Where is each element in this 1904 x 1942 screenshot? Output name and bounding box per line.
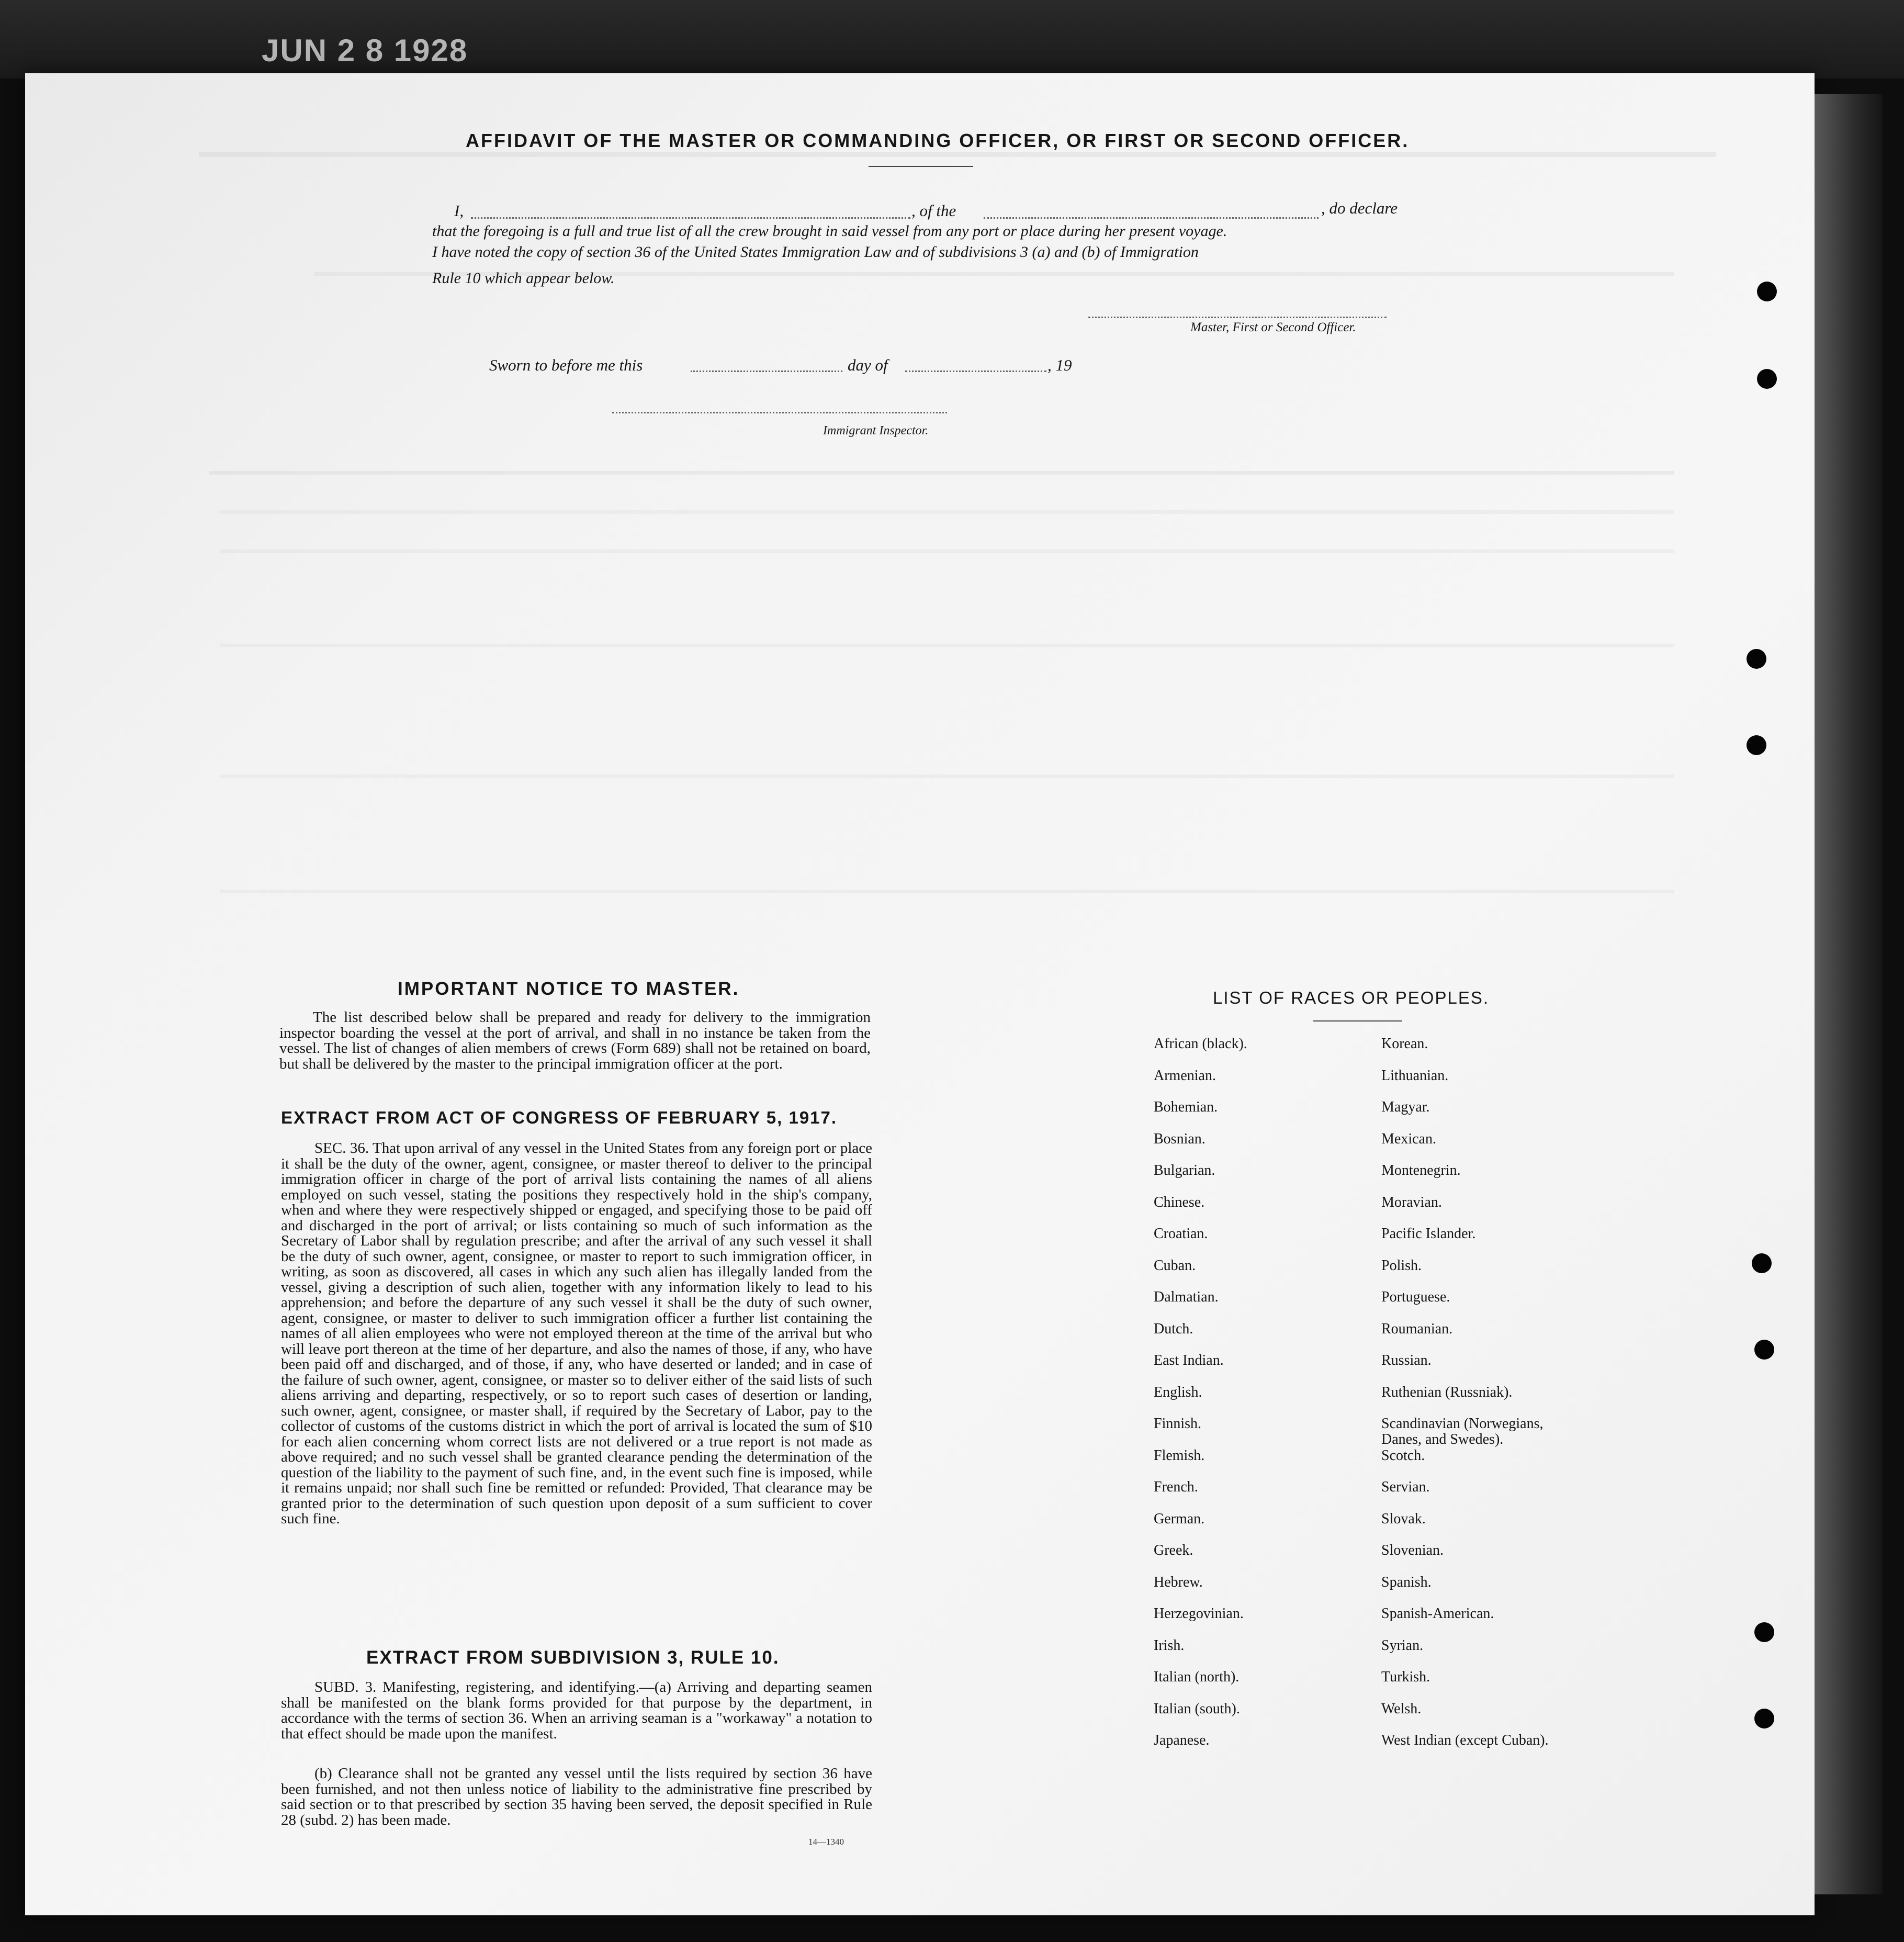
affidavit-line-4: Rule 10 which appear below. [432,270,615,287]
race-item: Croatian. [1154,1226,1208,1242]
affidavit-heading: AFFIDAVIT OF THE MASTER OR COMMANDING OFFICER, OR FIRST OR SECOND OFFICER. [466,130,1410,151]
races-heading: LIST OF RACES OR PEOPLES. [1213,988,1490,1007]
punch-hole [1754,1340,1774,1360]
bleed-through-line [220,549,1674,553]
notice-body: The list described below shall be prepared and ready for delivery to the immigration inspector boarding the vessel at the port of arrival, and shall in no instance be taken from the vessel. The list of changes of alien members of crews (Form 689) shall not be retained on board, but shall be delivered by the master to the principal immigration officer at the port. [279,1009,871,1072]
bleed-through-line [220,644,1674,647]
race-item: Italian (south). [1154,1700,1240,1717]
punch-hole [1757,369,1777,389]
act-body: SEC. 36. That upon arrival of any vessel in the United States from any foreign port or place it shall be the duty of the owner, agent, consignee, or master thereof to deliver to the principal immigration officer in charge of the port of arrival lists containing the names of all aliens employed on such vessel, stating the positions they respectively hold in the ship's company, when and where they were respectively shipped or engaged, and specifying those to be paid off and discharged in the port of arrival; or lists containing so much of such information as the Secretary of Labor shall by regulation prescribe; and after the arrival of any such vessel it shall be the duty of such owner, agent, consignee, or master to report to such immigration officer, in writing, as soon as discovered, all cases in which any such alien has illegally landed from the vessel, giving a description of such alien, together with any information likely to lead to his apprehension; and before the departure of any such vessel it shall be the duty of such owner, agent, consignee, or master to deliver to such immigration officer a further list containing the names of all alien employees who were not employed thereon at the time of the arrival but who will leave port thereon at the time of her departure, and also the names of those, if any, who have been paid off and discharged, and of those, if any, who have deserted or landed; and in case of the failure of such owner, agent, consignee, or master so to deliver either of the said lists of such aliens arriving and departing, respectively, or so to report such cases of desertion or landing, such owner, agent, consignee, or master shall, if required by the Secretary of Labor, pay to the collector of customs of the customs district in which the port of arrival is located the sum of $10 for each alien concerning whom correct lists are not delivered or a true report is not made as above required; and no such vessel shall be granted clearance pending the determination of the question of the liability to the payment of such fine, and, in the event such fine is imposed, while it remains unpaid; nor shall such fine be remitted or refunded: Provided, That clearance may be granted prior to the determination of such question upon deposit of a sum sufficient to cover such fine. [281,1140,872,1527]
affidavit-line-3: I have noted the copy of section 36 of the United States Immigration Law and of subdivisions 3 (a) and (b) of Immigration [432,243,1199,261]
race-item: Herzegovinian. [1154,1606,1244,1622]
race-item: Scandinavian (Norwegians, Danes, and Swedes). [1381,1416,1544,1447]
race-item: Pacific Islander. [1381,1226,1476,1242]
month-blank [905,371,1046,372]
master-signature-line [1088,317,1387,318]
day-blank [691,371,842,372]
race-item: Mexican. [1381,1130,1436,1147]
race-item: Montenegrin. [1381,1162,1461,1178]
race-item: Dutch. [1154,1320,1193,1337]
race-item: Lithuanian. [1381,1067,1449,1084]
race-item: Flemish. [1154,1447,1205,1464]
year-label: , 19 [1047,356,1072,374]
race-item: Roumanian. [1381,1320,1453,1337]
bleed-through-line [220,510,1674,514]
subd-para-a: SUBD. 3. Manifesting, registering, and identifying.—(a) Arriving and departing seamen shall be manifested on the blank forms provided for that purpose by the department, in accordance with the terms of section 36. When an arriving seaman is a "workaway" a notation to that effect should be made upon the manifest. [281,1679,872,1742]
bleed-through-line [199,152,1716,157]
heading-rule [869,166,973,167]
race-item: Turkish. [1381,1669,1430,1685]
race-item: Scotch. [1381,1447,1425,1464]
race-item: Moravian. [1381,1194,1442,1210]
race-item: Polish. [1381,1257,1422,1274]
races-right-column [1381,1036,1549,1765]
day-of-label: day of [848,356,888,374]
subd-heading: EXTRACT FROM SUBDIVISION 3, RULE 10. [366,1647,780,1668]
affidavit-of-the-label: , of the [911,201,956,220]
bleed-through-line [220,890,1674,893]
race-item: Ruthenian (Russniak). [1381,1384,1513,1400]
race-item: Korean. [1381,1036,1428,1052]
race-item: East Indian. [1154,1352,1224,1368]
punch-hole [1757,282,1777,301]
bleed-through-line [209,471,1674,475]
date-stamp: JUN 2 8 1928 [262,33,468,68]
race-item: Spanish. [1381,1574,1432,1590]
inspector-signature-line [612,412,947,413]
name-blank [471,217,910,219]
race-item: Syrian. [1381,1637,1424,1654]
race-item: Slovak. [1381,1510,1426,1527]
race-item: Cuban. [1154,1257,1196,1274]
race-item: Italian (north). [1154,1669,1240,1685]
race-item: Magyar. [1381,1099,1430,1115]
vessel-blank [984,217,1319,219]
form-number: 14—1340 [808,1837,844,1847]
race-item: Servian. [1381,1479,1430,1495]
races-heading-rule [1313,1020,1402,1021]
race-item: African (black). [1154,1036,1247,1052]
race-item: Slovenian. [1381,1542,1444,1558]
punch-hole [1747,649,1766,669]
punch-hole [1747,735,1766,755]
race-item: Welsh. [1381,1700,1422,1717]
race-item: Dalmatian. [1154,1289,1219,1305]
punch-hole [1754,1622,1774,1642]
act-heading: EXTRACT FROM ACT OF CONGRESS OF FEBRUARY 5, 1917. [281,1108,838,1127]
affidavit-i-label: I, [454,201,464,220]
race-item: Bulgarian. [1154,1162,1215,1178]
race-item: Japanese. [1154,1732,1210,1748]
race-item: German. [1154,1510,1205,1527]
race-item: Irish. [1154,1637,1185,1654]
race-item: Bosnian. [1154,1130,1206,1147]
race-item: Spanish-American. [1381,1606,1494,1622]
sworn-label: Sworn to before me this [489,356,643,374]
race-item: Finnish. [1154,1416,1202,1432]
race-item: English. [1154,1384,1202,1400]
race-item: Armenian. [1154,1067,1216,1084]
race-item: Greek. [1154,1542,1193,1558]
affidavit-do-declare-label: , do declare [1321,199,1398,217]
race-item: West Indian (except Cuban). [1381,1732,1549,1748]
inspector-caption: Immigrant Inspector. [823,424,929,437]
punch-hole [1754,1709,1774,1728]
binding-edge [1815,94,1883,1894]
race-item: Hebrew. [1154,1574,1203,1590]
subd-para-b: (b) Clearance shall not be granted any vessel until the lists required by section 36 have been furnished, and not then unless notice of liability to the administrative fine prescribed by said section or to that prescribed by section 35 having been served, the deposit specified in Rule 28 (subd. 2) has been made. [281,1765,872,1828]
notice-heading: IMPORTANT NOTICE TO MASTER. [398,979,740,999]
race-item: Bohemian. [1154,1099,1218,1115]
master-caption: Master, First or Second Officer. [1190,320,1356,334]
race-item: Chinese. [1154,1194,1205,1210]
race-item: French. [1154,1479,1198,1495]
bleed-through-line [220,774,1674,778]
affidavit-line-2: that the foregoing is a full and true list of all the crew brought in said vessel from any port or place during her present voyage. [432,222,1227,240]
race-item: Portuguese. [1381,1289,1450,1305]
race-item: Russian. [1381,1352,1432,1368]
punch-hole [1752,1253,1772,1273]
races-left-column [1154,1036,1247,1765]
